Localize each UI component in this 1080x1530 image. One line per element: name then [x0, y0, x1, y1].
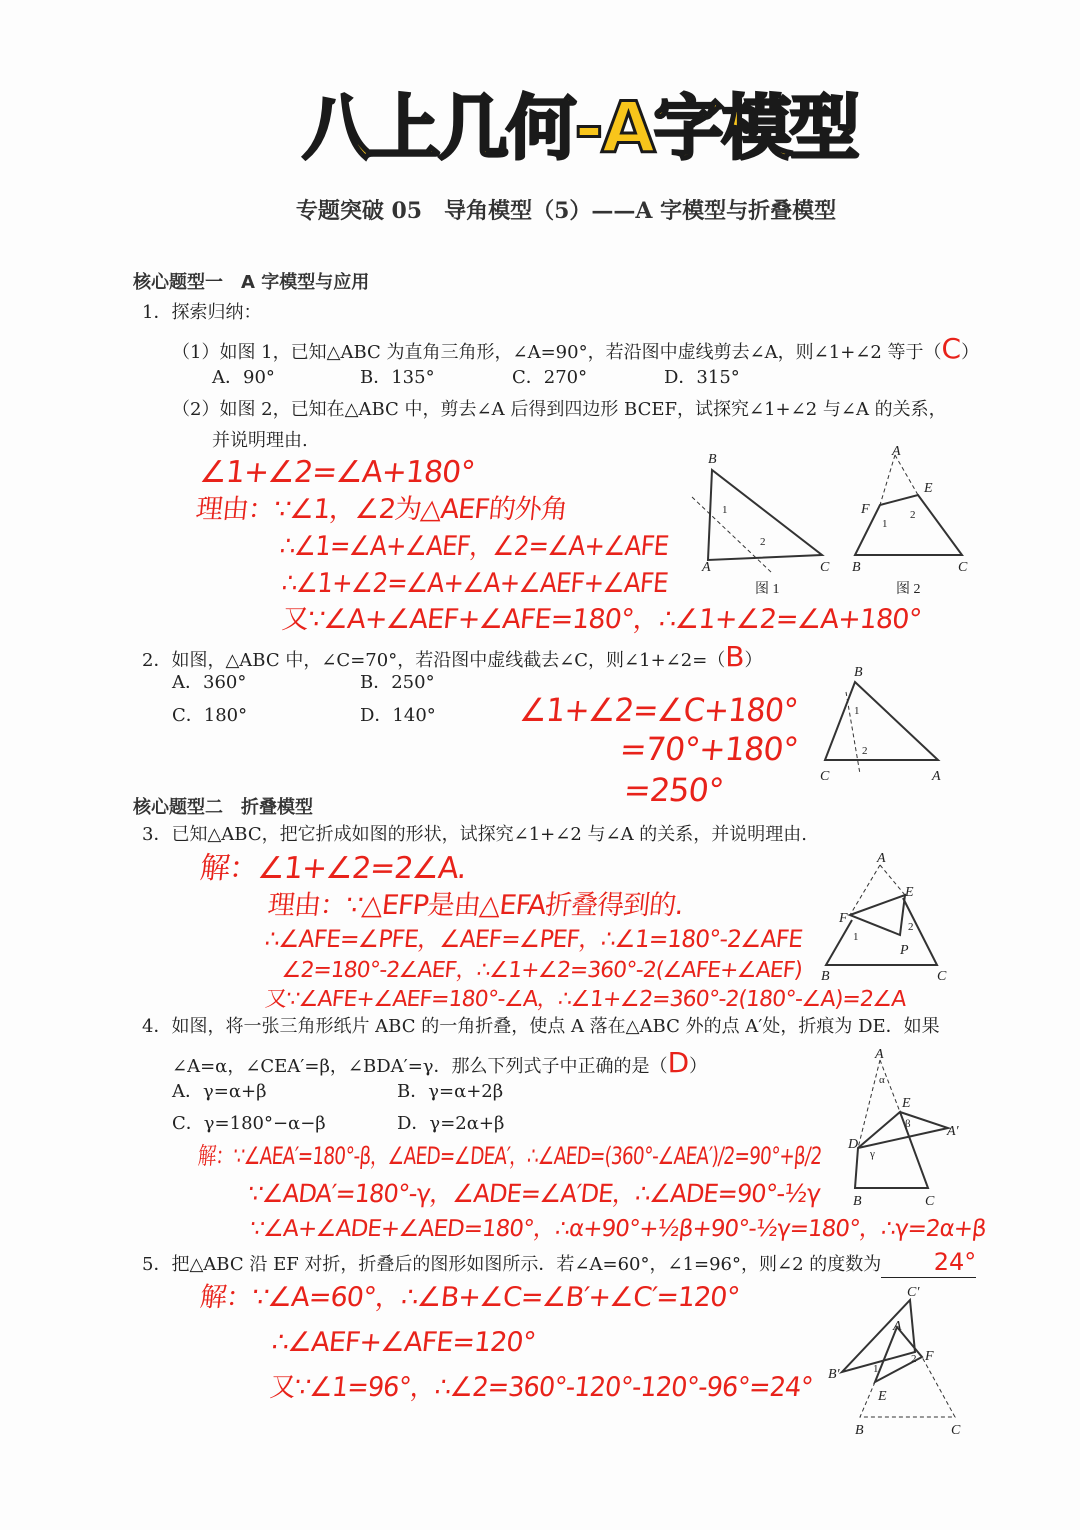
label-b: B — [852, 560, 861, 575]
q2-stem-text: 2．如图，△ABC 中，∠C=70°，若沿图中虚线截去∠C，则∠1+∠2=（ — [142, 650, 726, 671]
section-heading-1: 核心题型一 A 字模型与应用 — [133, 272, 370, 293]
figure-2-caption: 图 2 — [896, 582, 921, 597]
label-b-prime: B′ — [828, 1367, 840, 1382]
label-2: 2 — [760, 536, 766, 548]
label-a: A — [892, 445, 901, 459]
label-gamma: γ — [870, 1148, 875, 1160]
label-c: C — [951, 1423, 961, 1437]
q2-option-c: C．180° — [172, 705, 248, 726]
q4-answer: D — [667, 1046, 690, 1079]
q4-option-b: B．γ=α+2β — [397, 1081, 504, 1102]
label-a-prime: A′ — [947, 1124, 959, 1139]
q1-part2-line2: 并说明理由. — [212, 430, 308, 451]
figure-q4 — [835, 1045, 975, 1210]
paren: ） — [689, 1056, 708, 1077]
q1-part1-answer: C — [941, 332, 962, 365]
q1-option-d: D．315° — [664, 367, 740, 388]
handwriting: =70°+180° — [618, 730, 800, 768]
figure-line — [826, 898, 937, 965]
label-2: 2 — [911, 1353, 917, 1365]
label-a: A — [877, 851, 886, 866]
label-e: E — [924, 481, 933, 496]
q1-part1 — [172, 332, 979, 366]
q1-option-c: C．270° — [512, 367, 588, 388]
handwriting: 理由：∵∠1，∠2为△AEF的外角 — [194, 494, 569, 525]
figure-1-and-2 — [680, 445, 990, 600]
label-2: 2 — [910, 509, 916, 521]
label-f: F — [861, 502, 870, 517]
paren: ） — [961, 342, 980, 363]
figure-line — [825, 682, 938, 760]
figure-line — [855, 495, 962, 555]
subtitle: 专题突破 05 导角模型（5）——A 字模型与折叠模型 — [295, 198, 837, 224]
handwriting: 解：∵∠A=60°，∴∠B+∠C=∠B′+∠C′=120° — [198, 1282, 741, 1313]
label-1: 1 — [873, 1363, 879, 1375]
handwriting: ∵∠ADA′=180°-γ，∠ADE=∠A′DE，∴∠ADE=90°-½γ — [246, 1179, 822, 1208]
label-b: B — [821, 969, 830, 984]
figure-line — [895, 455, 918, 495]
label-b: B — [854, 665, 863, 680]
handwriting: =250° — [622, 771, 725, 809]
handwriting: ∵∠A+∠ADE+∠AED=180°，∴α+90°+½β+90°-½γ=180°，∴γ=2α+β — [248, 1216, 988, 1242]
figure-line — [880, 865, 905, 895]
label-b: B — [855, 1423, 864, 1437]
label-b: B — [853, 1194, 862, 1209]
figure-line — [880, 1060, 900, 1112]
q2-option-a: A．360° — [172, 672, 247, 693]
q4-line2 — [172, 1046, 707, 1080]
label-a: A — [893, 1319, 902, 1334]
label-c: C — [958, 560, 968, 575]
q2-answer: B — [725, 640, 745, 673]
label-1: 1 — [853, 931, 859, 943]
handwriting: ∠1+∠2=∠A+180° — [198, 455, 476, 490]
label-b: B — [708, 452, 717, 467]
handwriting: ∠2=180°-2∠AEF，∴∠1+∠2=360°-2(∠AFE+∠AEF) — [280, 958, 804, 983]
label-1: 1 — [854, 705, 860, 717]
handwriting: 解：∠1+∠2=2∠A. — [198, 851, 468, 886]
label-c: C — [820, 769, 830, 784]
section-heading-2: 核心题型二 折叠模型 — [133, 797, 313, 818]
label-f: F — [839, 911, 848, 926]
q4-option-c: C．γ=180°−α−β — [172, 1113, 326, 1134]
label-c: C — [925, 1194, 935, 1209]
q2-option-b: B．250° — [360, 672, 435, 693]
figure-q3 — [815, 850, 965, 985]
label-alpha: α — [879, 1074, 885, 1086]
q5-answer: 24° — [933, 1248, 977, 1276]
banner-title: 八上几何-A字模型 — [302, 87, 858, 169]
q1-stem: 1．探索归纳： — [142, 302, 262, 323]
paren: ） — [744, 650, 763, 671]
q1-part1-text: （1）如图 1，已知△ABC 为直角三角形，∠A=90°，若沿图中虚线剪去∠A，则∠1+∠2 等于（ — [172, 342, 942, 363]
label-c-prime: C′ — [907, 1285, 920, 1300]
label-c: C — [937, 969, 947, 984]
q1-part2-line1: （2）如图 2，已知在△ABC 中，剪去∠A 后得到四边形 BCEF，试探究∠1+∠2 与∠A 的关系， — [172, 399, 947, 420]
label-a: A — [875, 1047, 884, 1062]
handwriting: 又∵∠A+∠AEF+∠AFE=180°，∴∠1+∠2=∠A+180° — [280, 604, 923, 635]
q5-stem — [142, 1248, 976, 1278]
label-c: C — [820, 560, 830, 575]
handwriting: ∴∠1=∠A+∠AEF，∠2=∠A+∠AFE — [278, 531, 670, 562]
label-d: D — [848, 1137, 859, 1152]
label-e: E — [902, 1096, 911, 1111]
handwriting: 又∵∠1=96°，∴∠2=360°-120°-120°-96°=24° — [268, 1372, 814, 1403]
q2-stem — [142, 640, 763, 674]
handwriting: ∠1+∠2=∠C+180° — [518, 691, 800, 729]
handwriting: ∴∠1+∠2=∠A+∠A+∠AEF+∠AFE — [280, 568, 670, 599]
label-f: F — [925, 1349, 934, 1364]
figure-line — [880, 455, 895, 505]
label-e: E — [905, 885, 914, 900]
q4-line1: 4．如图，将一张三角形纸片 ABC 的一角折叠，使点 A 落在△ABC 外的点 A′处，折痕为 DE．如果 — [142, 1016, 940, 1037]
figure-q5 — [825, 1282, 975, 1437]
q3-stem: 3．已知△ABC，把它折成如图的形状，试探究∠1+∠2 与∠A 的关系，并说明理由. — [142, 824, 808, 845]
handwriting: 解：∵∠AEA′=180°-β，∠AED=∠DEA′，∴∠AED=(360°-∠AEA′)/2=90°+β/2 — [196, 1142, 823, 1170]
q4-line2-text: ∠A=α，∠CEA′=β，∠BDA′=γ．那么下列式子中正确的是（ — [172, 1056, 668, 1077]
figure-q2 — [810, 662, 960, 787]
label-1: 1 — [882, 518, 888, 530]
label-e: E — [878, 1389, 887, 1404]
figure-line — [858, 1060, 880, 1148]
handwriting: ∴∠AFE=∠PFE，∠AEF=∠PEF，∴∠1=180°-2∠AFE — [263, 925, 804, 953]
q1-option-a: A．90° — [212, 367, 275, 388]
label-beta: β — [905, 1118, 911, 1130]
label-a: A — [932, 769, 941, 784]
label-2: 2 — [862, 745, 868, 757]
handwriting: 又∵∠AFE+∠AEF=180°-∠A，∴∠1+∠2=360°-2(180°-∠A)=2∠A — [263, 987, 907, 1012]
figure-1-caption: 图 1 — [755, 582, 780, 597]
label-2: 2 — [908, 921, 914, 933]
q2-option-d: D．140° — [360, 705, 436, 726]
q4-option-a: A．γ=α+β — [172, 1081, 267, 1102]
figure-line — [850, 865, 880, 915]
label-a: A — [702, 560, 711, 575]
q5-stem-text: 5．把△ABC 沿 EF 对折，折叠后的图形如图所示．若∠A=60°，∠1=96°，则∠2 的度数为 — [142, 1254, 882, 1275]
q4-option-d: D．γ=2α+β — [397, 1113, 505, 1134]
figure-line — [855, 1112, 928, 1188]
q1-option-b: B．135° — [360, 367, 435, 388]
handwriting: 理由：∵△EFP是由△EFA折叠得到的. — [266, 890, 685, 921]
label-p: P — [900, 943, 909, 958]
label-1: 1 — [722, 504, 728, 516]
handwriting: ∴∠AEF+∠AFE=120° — [270, 1327, 537, 1358]
